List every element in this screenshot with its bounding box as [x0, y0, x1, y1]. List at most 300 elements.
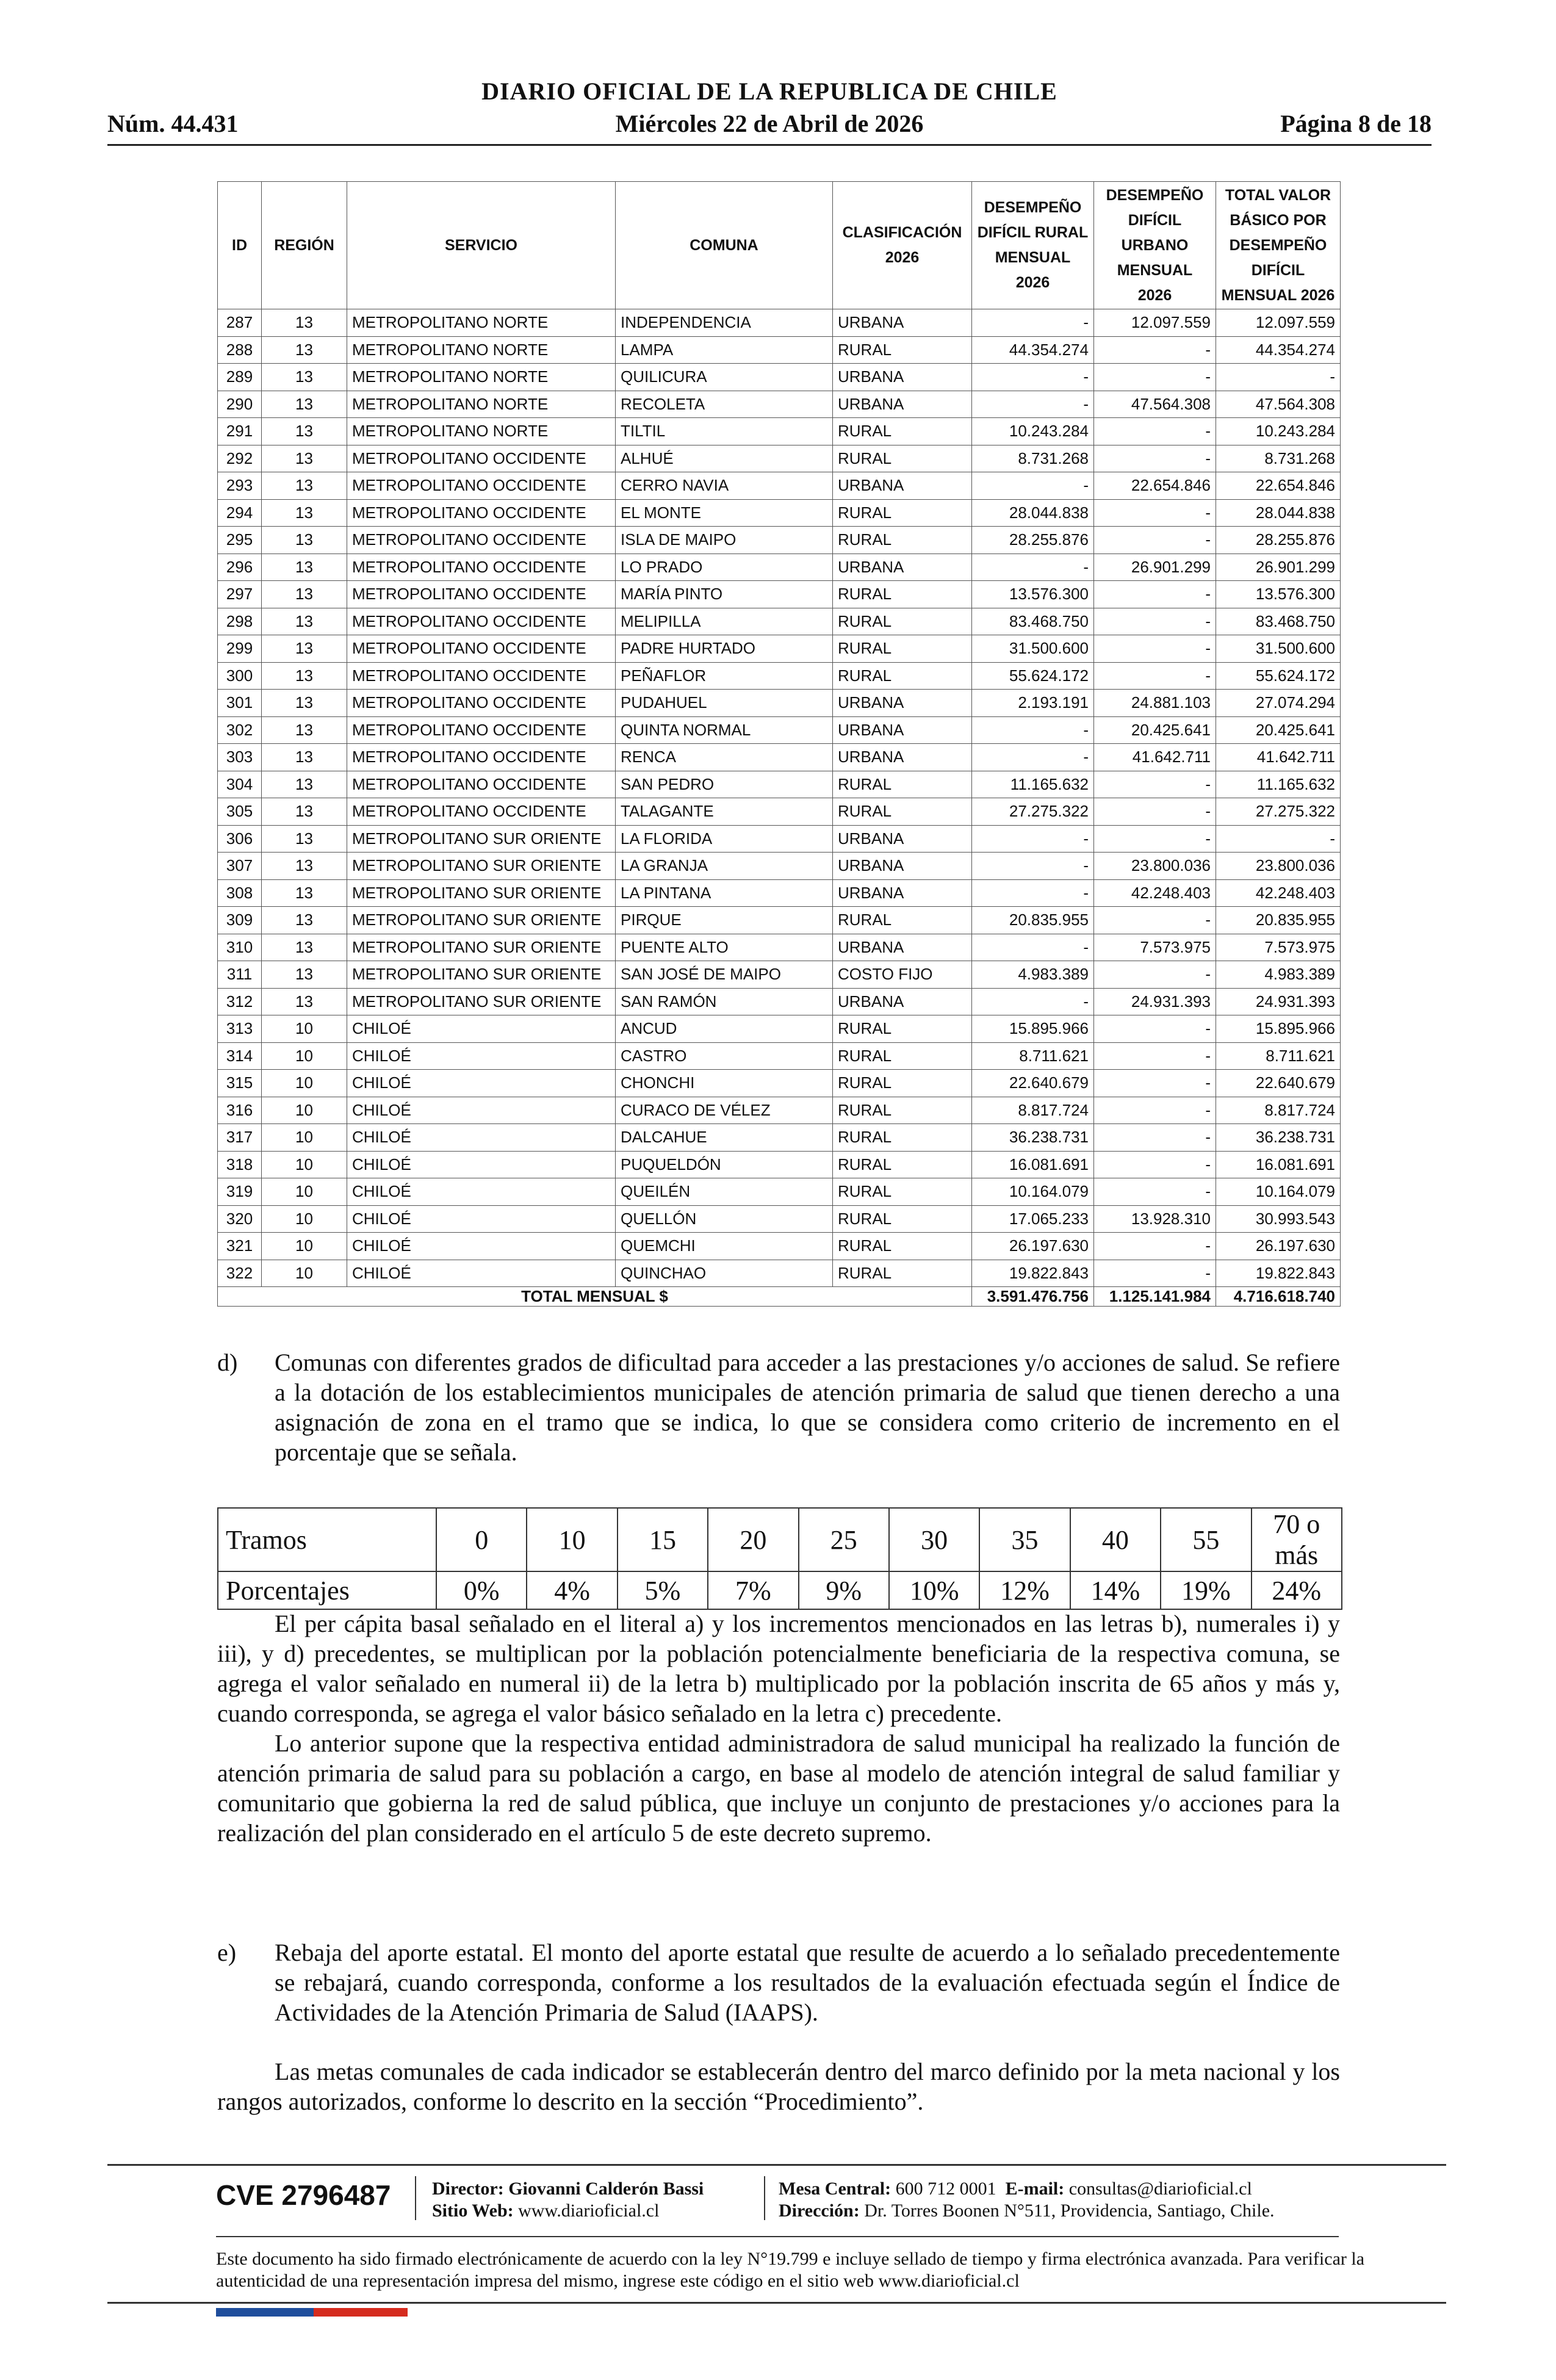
cell-region: 10 [262, 1260, 347, 1287]
mesa-label: Mesa Central: [779, 2179, 891, 2199]
email-link[interactable]: consultas@diarioficial.cl [1068, 2179, 1252, 2199]
cell-comuna: CASTRO [616, 1042, 833, 1070]
porcentaje-value: 19% [1161, 1571, 1251, 1609]
cell-urbano: - [1094, 1015, 1216, 1043]
cell-clasificacion: RURAL [833, 336, 972, 364]
cell-id: 309 [218, 907, 262, 934]
footer-contact-block [779, 2178, 1275, 2222]
cell-comuna: PUDAHUEL [616, 690, 833, 717]
cell-total: 8.817.724 [1216, 1097, 1341, 1124]
cell-total: 26.197.630 [1216, 1233, 1341, 1260]
cell-total: 19.822.843 [1216, 1260, 1341, 1287]
cell-id: 307 [218, 853, 262, 880]
cell-region: 13 [262, 445, 347, 472]
table-row [218, 1042, 1341, 1070]
cell-servicio: METROPOLITANO SUR ORIENTE [347, 907, 616, 934]
cell-comuna: EL MONTE [616, 499, 833, 527]
cell-region: 13 [262, 690, 347, 717]
table-row [218, 771, 1341, 798]
cell-servicio: METROPOLITANO OCCIDENTE [347, 472, 616, 500]
cell-comuna: QUEILÉN [616, 1178, 833, 1206]
footer-divider-2 [764, 2176, 765, 2220]
cell-region: 10 [262, 1151, 347, 1178]
table-header-row [218, 182, 1341, 309]
cell-urbano: 41.642.711 [1094, 744, 1216, 771]
cell-urbano: - [1094, 798, 1216, 826]
tramo-value: 35 [979, 1508, 1070, 1571]
cell-servicio: CHILOÉ [347, 1015, 616, 1043]
cell-rural: 10.164.079 [972, 1178, 1094, 1206]
cell-id: 304 [218, 771, 262, 798]
cell-rural: - [972, 364, 1094, 391]
cell-total: 28.044.838 [1216, 499, 1341, 527]
cell-total: 22.654.846 [1216, 472, 1341, 500]
cell-id: 320 [218, 1205, 262, 1233]
cell-servicio: METROPOLITANO SUR ORIENTE [347, 961, 616, 989]
section-d-text: Comunas con diferentes grados de dificultad para acceder a las prestaciones y/o acciones de salud. Se refiere a la dotación de los establecimientos municipales de atención primaria de salud que tienen derecho a una asignación de zona en el tramo que se indica, lo que se considera como criterio de incremento en el porcentaje que se señala. [275, 1349, 1340, 1466]
porcentajes-label: Porcentajes [218, 1571, 436, 1609]
page-header [107, 72, 1432, 146]
cell-total: 27.275.322 [1216, 798, 1341, 826]
cell-comuna: PUQUELDÓN [616, 1151, 833, 1178]
cell-clasificacion: URBANA [833, 853, 972, 880]
cell-urbano: - [1094, 1178, 1216, 1206]
cell-total: 41.642.711 [1216, 744, 1341, 771]
cell-region: 13 [262, 418, 347, 445]
cell-rural: - [972, 554, 1094, 581]
porcentaje-value: 12% [979, 1571, 1070, 1609]
cell-id: 299 [218, 635, 262, 663]
cell-urbano: 42.248.403 [1094, 879, 1216, 907]
cell-servicio: METROPOLITANO OCCIDENTE [347, 608, 616, 635]
cell-total: - [1216, 825, 1341, 853]
cell-comuna: LA PINTANA [616, 879, 833, 907]
cell-total: 42.248.403 [1216, 879, 1341, 907]
cell-region: 13 [262, 635, 347, 663]
cell-comuna: SAN JOSÉ DE MAIPO [616, 961, 833, 989]
commune-table [217, 181, 1341, 1307]
cell-clasificacion: RURAL [833, 662, 972, 690]
cell-clasificacion: RURAL [833, 1097, 972, 1124]
cell-id: 295 [218, 527, 262, 554]
cell-rural: - [972, 988, 1094, 1015]
table-row [218, 608, 1341, 635]
cell-servicio: METROPOLITANO OCCIDENTE [347, 554, 616, 581]
cell-rural: - [972, 391, 1094, 418]
porcentaje-value: 24% [1252, 1571, 1342, 1609]
paragraph-metas: Las metas comunales de cada indicador se establecerán dentro del marco definido por la meta nacional y los rangos autorizados, conforme lo descrito en la sección “Procedimiento”. [217, 2058, 1340, 2115]
cell-id: 287 [218, 309, 262, 337]
cell-rural: 83.468.750 [972, 608, 1094, 635]
cell-id: 316 [218, 1097, 262, 1124]
cell-region: 10 [262, 1233, 347, 1260]
cell-region: 13 [262, 961, 347, 989]
cell-total: 44.354.274 [1216, 336, 1341, 364]
cell-rural: 15.895.966 [972, 1015, 1094, 1043]
cell-urbano: - [1094, 1124, 1216, 1152]
cell-rural: 8.731.268 [972, 445, 1094, 472]
cell-urbano: - [1094, 364, 1216, 391]
tramo-value: 10 [527, 1508, 617, 1571]
cell-comuna: CURACO DE VÉLEZ [616, 1097, 833, 1124]
paragraph-lo-anterior: Lo anterior supone que la respectiva entidad administradora de salud municipal ha realizado la función de atención primaria de salud para su población a cargo, en base al modelo de atención integral de salud familiar y comunitario que gobierna la red de salud pública, que incluye un conjunto de prestaciones y/o acciones para la realización del plan considerado en el artículo 5 de este decreto supremo. [217, 1729, 1340, 1847]
cell-servicio: METROPOLITANO NORTE [347, 336, 616, 364]
table-row [218, 744, 1341, 771]
cell-id: 294 [218, 499, 262, 527]
cell-clasificacion: URBANA [833, 364, 972, 391]
cell-rural: - [972, 853, 1094, 880]
cell-servicio: METROPOLITANO OCCIDENTE [347, 527, 616, 554]
cell-total: 15.895.966 [1216, 1015, 1341, 1043]
total-row [218, 1287, 1341, 1307]
cell-rural: 16.081.691 [972, 1151, 1094, 1178]
cell-servicio: CHILOÉ [347, 1260, 616, 1287]
tramo-value: 55 [1161, 1508, 1251, 1571]
tramo-value: 40 [1070, 1508, 1161, 1571]
cell-total: 16.081.691 [1216, 1151, 1341, 1178]
table-row [218, 336, 1341, 364]
cell-id: 318 [218, 1151, 262, 1178]
table-row [218, 635, 1341, 663]
cell-urbano: 22.654.846 [1094, 472, 1216, 500]
table-row [218, 825, 1341, 853]
cell-clasificacion: RURAL [833, 418, 972, 445]
cell-comuna: ALHUÉ [616, 445, 833, 472]
table-row [218, 662, 1341, 690]
cell-region: 10 [262, 1124, 347, 1152]
cell-comuna: LA GRANJA [616, 853, 833, 880]
cell-clasificacion: RURAL [833, 1070, 972, 1097]
cell-clasificacion: RURAL [833, 1151, 972, 1178]
porcentaje-value: 4% [527, 1571, 617, 1609]
cell-total: 24.931.393 [1216, 988, 1341, 1015]
legal-notice: Este documento ha sido firmado electrónicamente de acuerdo con la ley N°19.799 e incluye sellado de tiempo y firma electrónica avanzada. Para verificar la autenticidad de una representación impresa del mismo, ingrese este código en el sitio web www.diarioficial.cl [216, 2249, 1365, 2291]
cell-rural: 19.822.843 [972, 1260, 1094, 1287]
cell-comuna: MARÍA PINTO [616, 581, 833, 608]
table-row [218, 1015, 1341, 1043]
tramo-value: 30 [889, 1508, 979, 1571]
cell-servicio: METROPOLITANO OCCIDENTE [347, 744, 616, 771]
cell-servicio: METROPOLITANO SUR ORIENTE [347, 879, 616, 907]
cell-servicio: CHILOÉ [347, 1042, 616, 1070]
cell-total: 83.468.750 [1216, 608, 1341, 635]
cell-clasificacion: RURAL [833, 798, 972, 826]
cell-urbano: - [1094, 581, 1216, 608]
porcentaje-value: 0% [436, 1571, 527, 1609]
cell-region: 13 [262, 744, 347, 771]
cell-comuna: PADRE HURTADO [616, 635, 833, 663]
cell-servicio: CHILOÉ [347, 1124, 616, 1152]
table-row [218, 798, 1341, 826]
cell-id: 317 [218, 1124, 262, 1152]
porcentajes-row [218, 1571, 1342, 1609]
cell-region: 13 [262, 581, 347, 608]
address: Dr. Torres Boonen N°511, Providencia, Santiago, Chile. [864, 2201, 1275, 2221]
paragraph-per-capita: El per cápita basal señalado en el literal a) y los incrementos mencionados en las letras b), numerales i) y iii), y d) precedentes, se multiplican por la población potencialmente beneficiaria de la respectiva comuna, se agrega el valor señalado en numeral ii) de la letra b) multiplicado por la población inscrita de 65 años y más y, cuando corresponda, se agrega el valor básico señalado en la letra c) precedente. [217, 1610, 1340, 1727]
cell-clasificacion: URBANA [833, 716, 972, 744]
cell-comuna: QUEMCHI [616, 1233, 833, 1260]
cell-total: 30.993.543 [1216, 1205, 1341, 1233]
cell-servicio: CHILOÉ [347, 1070, 616, 1097]
cell-comuna: SAN PEDRO [616, 771, 833, 798]
tramos-row [218, 1508, 1342, 1571]
table-row [218, 445, 1341, 472]
cell-region: 13 [262, 825, 347, 853]
cell-comuna: MELIPILLA [616, 608, 833, 635]
cell-id: 290 [218, 391, 262, 418]
cell-total: 10.243.284 [1216, 418, 1341, 445]
total-rural: 3.591.476.756 [972, 1287, 1094, 1307]
email-label: E-mail: [1005, 2179, 1065, 2199]
cell-servicio: METROPOLITANO NORTE [347, 309, 616, 337]
cell-id: 310 [218, 934, 262, 961]
cell-urbano: 24.881.103 [1094, 690, 1216, 717]
table-row [218, 527, 1341, 554]
cell-servicio: CHILOÉ [347, 1178, 616, 1206]
address-label: Dirección: [779, 2201, 860, 2221]
cell-region: 13 [262, 988, 347, 1015]
cell-rural: 26.197.630 [972, 1233, 1094, 1260]
cell-clasificacion: URBANA [833, 744, 972, 771]
table-row [218, 499, 1341, 527]
body-paragraphs [217, 1609, 1340, 1848]
cell-total: 36.238.731 [1216, 1124, 1341, 1152]
cell-rural: 28.255.876 [972, 527, 1094, 554]
cell-comuna: TILTIL [616, 418, 833, 445]
director-label: Director: [432, 2179, 504, 2199]
cell-comuna: DALCAHUE [616, 1124, 833, 1152]
cell-total: 55.624.172 [1216, 662, 1341, 690]
metas-paragraph [217, 2057, 1340, 2116]
cell-total: 8.731.268 [1216, 445, 1341, 472]
table-row [218, 1233, 1341, 1260]
cell-rural: 8.711.621 [972, 1042, 1094, 1070]
cell-total: 23.800.036 [1216, 853, 1341, 880]
cell-region: 13 [262, 798, 347, 826]
cell-servicio: CHILOÉ [347, 1097, 616, 1124]
table-row [218, 961, 1341, 989]
cell-comuna: LA FLORIDA [616, 825, 833, 853]
cell-urbano: - [1094, 1151, 1216, 1178]
cell-comuna: QUILICURA [616, 364, 833, 391]
cell-clasificacion: RURAL [833, 1178, 972, 1206]
cell-comuna: SAN RAMÓN [616, 988, 833, 1015]
table-row [218, 391, 1341, 418]
tramo-value: 70 o más [1252, 1508, 1342, 1571]
cell-clasificacion: URBANA [833, 825, 972, 853]
cell-rural: 28.044.838 [972, 499, 1094, 527]
page-number: Página 8 de 18 [1280, 110, 1432, 137]
table-row [218, 364, 1341, 391]
cell-clasificacion: RURAL [833, 608, 972, 635]
cell-total: 20.425.641 [1216, 716, 1341, 744]
cell-urbano: 24.931.393 [1094, 988, 1216, 1015]
cell-region: 13 [262, 391, 347, 418]
header-urbano: DESEMPEÑO DIFÍCIL URBANO MENSUAL 2026 [1094, 182, 1216, 309]
cell-region: 13 [262, 472, 347, 500]
cell-urbano: - [1094, 825, 1216, 853]
cell-id: 302 [218, 716, 262, 744]
cell-servicio: METROPOLITANO NORTE [347, 391, 616, 418]
cell-id: 288 [218, 336, 262, 364]
cell-id: 321 [218, 1233, 262, 1260]
cell-clasificacion: RURAL [833, 1015, 972, 1043]
cell-comuna: LO PRADO [616, 554, 833, 581]
cell-urbano: - [1094, 662, 1216, 690]
cell-region: 10 [262, 1178, 347, 1206]
cell-servicio: METROPOLITANO SUR ORIENTE [347, 934, 616, 961]
cell-id: 315 [218, 1070, 262, 1097]
cell-rural: - [972, 309, 1094, 337]
mesa-phone: 600 712 0001 [895, 2179, 996, 2199]
cell-clasificacion: RURAL [833, 1124, 972, 1152]
cell-urbano: - [1094, 907, 1216, 934]
cell-urbano: - [1094, 961, 1216, 989]
cell-urbano: 7.573.975 [1094, 934, 1216, 961]
table-row [218, 988, 1341, 1015]
header-clasificacion: CLASIFICACIÓN 2026 [833, 182, 972, 309]
issue-number: Núm. 44.431 [107, 110, 239, 137]
cell-clasificacion: RURAL [833, 1233, 972, 1260]
cell-comuna: ISLA DE MAIPO [616, 527, 833, 554]
table-row [218, 309, 1341, 337]
cell-total: 28.255.876 [1216, 527, 1341, 554]
cell-rural: - [972, 744, 1094, 771]
footer-mid-rule [216, 2236, 1339, 2237]
table-row [218, 1097, 1341, 1124]
cell-urbano: - [1094, 771, 1216, 798]
cell-urbano: - [1094, 1042, 1216, 1070]
section-e-text: Rebaja del aporte estatal. El monto del aporte estatal que resulte de acuerdo a lo señalado precedentemente se rebajará, cuando corresponda, conforme a los resultados de la evaluación efectuada según el Índice de Actividades de la Atención Primaria de Salud (IAAPS). [275, 1939, 1340, 2026]
cell-total: 22.640.679 [1216, 1070, 1341, 1097]
cell-servicio: METROPOLITANO OCCIDENTE [347, 798, 616, 826]
cell-clasificacion: URBANA [833, 391, 972, 418]
cell-servicio: CHILOÉ [347, 1205, 616, 1233]
section-d [217, 1347, 1340, 1467]
cell-rural: - [972, 934, 1094, 961]
cell-clasificacion: RURAL [833, 907, 972, 934]
cell-rural: - [972, 879, 1094, 907]
table-row [218, 1205, 1341, 1233]
table-row [218, 472, 1341, 500]
section-d-label: d) [217, 1349, 238, 1376]
cell-clasificacion: URBANA [833, 554, 972, 581]
header-id: ID [218, 182, 262, 309]
cell-region: 13 [262, 907, 347, 934]
cell-clasificacion: URBANA [833, 988, 972, 1015]
cell-urbano: - [1094, 1097, 1216, 1124]
cell-urbano: - [1094, 635, 1216, 663]
tramo-value: 0 [436, 1508, 527, 1571]
section-e [217, 1938, 1340, 2027]
cell-rural: 31.500.600 [972, 635, 1094, 663]
cell-total: - [1216, 364, 1341, 391]
cell-clasificacion: RURAL [833, 1042, 972, 1070]
porcentaje-value: 14% [1070, 1571, 1161, 1609]
tramo-value: 20 [708, 1508, 798, 1571]
cell-rural: 55.624.172 [972, 662, 1094, 690]
section-e-label: e) [217, 1939, 237, 1966]
cell-total: 20.835.955 [1216, 907, 1341, 934]
cell-servicio: CHILOÉ [347, 1151, 616, 1178]
cell-clasificacion: RURAL [833, 527, 972, 554]
total-label: TOTAL MENSUAL $ [218, 1287, 972, 1307]
header-region: REGIÓN [262, 182, 347, 309]
cell-rural: 4.983.389 [972, 961, 1094, 989]
cell-clasificacion: RURAL [833, 1260, 972, 1287]
cell-id: 291 [218, 418, 262, 445]
cell-id: 305 [218, 798, 262, 826]
cell-total: 11.165.632 [1216, 771, 1341, 798]
cell-id: 319 [218, 1178, 262, 1206]
cell-urbano: - [1094, 527, 1216, 554]
cell-id: 289 [218, 364, 262, 391]
cell-comuna: LAMPA [616, 336, 833, 364]
cell-clasificacion: COSTO FIJO [833, 961, 972, 989]
cell-clasificacion: URBANA [833, 879, 972, 907]
cell-servicio: METROPOLITANO OCCIDENTE [347, 445, 616, 472]
cell-urbano: - [1094, 608, 1216, 635]
cell-id: 322 [218, 1260, 262, 1287]
newspaper-title: DIARIO OFICIAL DE LA REPUBLICA DE CHILE [481, 78, 1057, 105]
cell-urbano: - [1094, 499, 1216, 527]
cell-region: 13 [262, 499, 347, 527]
table-row [218, 934, 1341, 961]
cell-rural: - [972, 472, 1094, 500]
cell-id: 296 [218, 554, 262, 581]
table-row [218, 879, 1341, 907]
cell-comuna: TALAGANTE [616, 798, 833, 826]
cell-id: 292 [218, 445, 262, 472]
cell-clasificacion: RURAL [833, 445, 972, 472]
total-value: 4.716.618.740 [1216, 1287, 1341, 1307]
table-row [218, 1124, 1341, 1152]
cell-rural: 44.354.274 [972, 336, 1094, 364]
cell-urbano: - [1094, 1070, 1216, 1097]
cell-comuna: RECOLETA [616, 391, 833, 418]
table-row [218, 716, 1341, 744]
cell-urbano: - [1094, 418, 1216, 445]
cell-comuna: RENCA [616, 744, 833, 771]
cell-urbano: 12.097.559 [1094, 309, 1216, 337]
web-label: Sitio Web: [432, 2201, 514, 2221]
cell-servicio: METROPOLITANO SUR ORIENTE [347, 825, 616, 853]
table-body [218, 309, 1341, 1287]
cell-clasificacion: RURAL [833, 499, 972, 527]
cell-clasificacion: RURAL [833, 771, 972, 798]
cell-id: 312 [218, 988, 262, 1015]
cell-rural: - [972, 825, 1094, 853]
cell-rural: 20.835.955 [972, 907, 1094, 934]
cell-rural: 10.243.284 [972, 418, 1094, 445]
cell-servicio: METROPOLITANO OCCIDENTE [347, 581, 616, 608]
cell-rural: 2.193.191 [972, 690, 1094, 717]
cell-region: 13 [262, 662, 347, 690]
cell-total: 12.097.559 [1216, 309, 1341, 337]
cell-servicio: METROPOLITANO OCCIDENTE [347, 771, 616, 798]
cell-region: 10 [262, 1070, 347, 1097]
cell-region: 10 [262, 1042, 347, 1070]
cell-total: 4.983.389 [1216, 961, 1341, 989]
cell-total: 8.711.621 [1216, 1042, 1341, 1070]
cell-region: 13 [262, 309, 347, 337]
table-row [218, 1260, 1341, 1287]
footer-divider [415, 2176, 416, 2220]
cell-region: 13 [262, 934, 347, 961]
web-link[interactable]: www.diarioficial.cl [518, 2201, 660, 2221]
cell-urbano: 23.800.036 [1094, 853, 1216, 880]
director-name: Giovanni Calderón Bassi [508, 2179, 704, 2199]
